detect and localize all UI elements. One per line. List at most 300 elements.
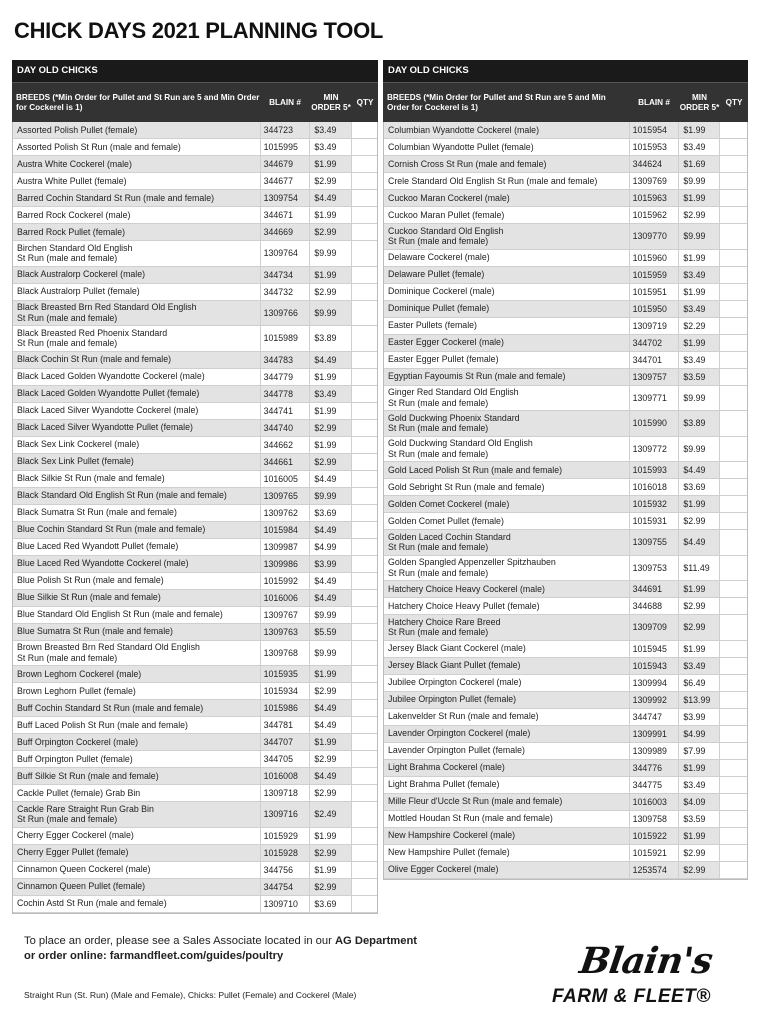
breed-name: Austra White Pullet (female) bbox=[17, 175, 127, 186]
price: $1.99 bbox=[309, 156, 351, 172]
price: $3.69 bbox=[678, 479, 719, 495]
breed-name: Easter Pullets (female) bbox=[388, 320, 477, 331]
table-row bbox=[13, 301, 377, 327]
table-row bbox=[13, 224, 377, 241]
breed-name: Black Breasted Brn Red Standard Old English St Run (male and female) bbox=[17, 302, 197, 323]
table-row bbox=[13, 590, 377, 607]
breed-name: New Hampshire Pullet (female) bbox=[388, 847, 510, 858]
qty-field[interactable] bbox=[719, 190, 747, 206]
qty-field[interactable] bbox=[351, 190, 377, 206]
price: $1.99 bbox=[678, 641, 719, 657]
breed-name: Blue Standard Old English St Run (male and female) bbox=[17, 609, 223, 620]
table-row bbox=[13, 573, 377, 590]
blain-number: 344778 bbox=[260, 386, 310, 402]
table-row bbox=[384, 301, 747, 318]
table-row bbox=[13, 556, 377, 573]
qty-field[interactable] bbox=[719, 615, 747, 640]
blain-number: 344756 bbox=[260, 862, 310, 878]
qty-field[interactable] bbox=[719, 513, 747, 529]
table-body bbox=[12, 122, 378, 914]
qty-field[interactable] bbox=[351, 386, 377, 402]
qty-field[interactable] bbox=[351, 802, 377, 827]
qty-field[interactable] bbox=[719, 386, 747, 411]
blain-header: BLAIN # bbox=[269, 97, 301, 107]
qty-field[interactable] bbox=[351, 768, 377, 784]
qty-field[interactable] bbox=[719, 224, 747, 249]
blain-number: 344669 bbox=[260, 224, 310, 240]
table-row bbox=[384, 743, 747, 760]
breed-name: Brown Leghorn Cockerel (male) bbox=[17, 668, 142, 679]
price: $4.49 bbox=[309, 352, 351, 368]
qty-field[interactable] bbox=[351, 828, 377, 844]
blain-number: 344671 bbox=[260, 207, 310, 223]
qty-field[interactable] bbox=[719, 301, 747, 317]
qty-field[interactable] bbox=[351, 488, 377, 504]
qty-field[interactable] bbox=[351, 556, 377, 572]
qty-field[interactable] bbox=[719, 267, 747, 283]
breed-name: Easter Egger Pullet (female) bbox=[388, 354, 499, 365]
qty-field[interactable] bbox=[351, 785, 377, 801]
qty-field[interactable] bbox=[719, 726, 747, 742]
blain-number: 1016008 bbox=[260, 768, 310, 784]
right-table bbox=[383, 60, 748, 880]
table-row bbox=[13, 717, 377, 734]
table-row bbox=[13, 139, 377, 156]
price: $9.99 bbox=[678, 224, 719, 249]
blain-number: 1309992 bbox=[629, 692, 679, 708]
breed-name: Buff Orpington Cockerel (male) bbox=[17, 736, 139, 747]
price: $4.49 bbox=[678, 530, 719, 555]
section-header: DAY OLD CHICKS bbox=[383, 60, 748, 82]
table-row bbox=[13, 802, 377, 828]
qty-field[interactable] bbox=[351, 420, 377, 436]
qty-field[interactable] bbox=[351, 539, 377, 555]
qty-field[interactable] bbox=[351, 369, 377, 385]
table-row bbox=[384, 828, 747, 845]
qty-field[interactable] bbox=[719, 173, 747, 189]
qty-field[interactable] bbox=[719, 284, 747, 300]
blain-number: 344707 bbox=[260, 734, 310, 750]
breed-name: Cornish Cross St Run (male and female) bbox=[388, 158, 547, 169]
qty-field[interactable] bbox=[351, 734, 377, 750]
qty-field[interactable] bbox=[351, 471, 377, 487]
blain-number: 1016006 bbox=[260, 590, 310, 606]
table-row bbox=[384, 190, 747, 207]
logo-subtext: FARM & FLEET® bbox=[552, 986, 711, 1007]
qty-field[interactable] bbox=[719, 641, 747, 657]
breed-name: Barred Rock Pullet (female) bbox=[17, 226, 126, 237]
table-row bbox=[384, 122, 747, 139]
blain-number: 1309764 bbox=[260, 241, 310, 266]
qty-field[interactable] bbox=[351, 224, 377, 240]
breed-name: Black Laced Golden Wyandotte Cockerel (male) bbox=[17, 371, 205, 382]
price: $1.99 bbox=[309, 828, 351, 844]
min-order-header: MIN ORDER 5* bbox=[679, 92, 720, 112]
price: $4.49 bbox=[309, 590, 351, 606]
qty-field[interactable] bbox=[351, 284, 377, 300]
blain-number: 1015954 bbox=[629, 122, 679, 138]
qty-field[interactable] bbox=[719, 794, 747, 810]
blain-number: 344662 bbox=[260, 437, 310, 453]
price: $7.99 bbox=[678, 743, 719, 759]
table-row bbox=[13, 641, 377, 667]
price: $2.49 bbox=[309, 802, 351, 827]
breed-name: Blue Laced Red Wyandott Pullet (female) bbox=[17, 541, 179, 552]
qty-field[interactable] bbox=[719, 692, 747, 708]
breed-name: Blue Laced Red Wyandotte Cockerel (male) bbox=[17, 558, 189, 569]
qty-field[interactable] bbox=[351, 505, 377, 521]
blain-number: 1015950 bbox=[629, 301, 679, 317]
qty-field[interactable] bbox=[719, 462, 747, 478]
qty-field[interactable] bbox=[351, 267, 377, 283]
breed-name: Barred Cochin Standard St Run (male and female) bbox=[17, 192, 215, 203]
qty-field[interactable] bbox=[719, 743, 747, 759]
table-row bbox=[13, 267, 377, 284]
blain-number: 1015951 bbox=[629, 284, 679, 300]
blain-number: 1309716 bbox=[260, 802, 310, 827]
breed-name: Barred Rock Cockerel (male) bbox=[17, 209, 131, 220]
price: $1.99 bbox=[309, 734, 351, 750]
qty-field[interactable] bbox=[351, 666, 377, 682]
breed-name: Hatchery Choice Heavy Cockerel (male) bbox=[388, 583, 545, 594]
price: $4.49 bbox=[678, 462, 719, 478]
qty-field[interactable] bbox=[719, 777, 747, 793]
qty-field[interactable] bbox=[351, 139, 377, 155]
footnote: Straight Run (St. Run) (Male and Female), Chicks: Pullet (Female) and Cockerel (Male) bbox=[24, 990, 357, 1000]
qty-field[interactable] bbox=[351, 751, 377, 767]
price: $1.99 bbox=[678, 335, 719, 351]
blain-number: 1015959 bbox=[629, 267, 679, 283]
breed-name: Lavender Orpington Pullet (female) bbox=[388, 745, 525, 756]
price: $2.99 bbox=[309, 454, 351, 470]
table-row bbox=[13, 326, 377, 352]
blain-number: 1015935 bbox=[260, 666, 310, 682]
blain-number: 1015934 bbox=[260, 683, 310, 699]
qty-field[interactable] bbox=[719, 658, 747, 674]
price: $3.69 bbox=[309, 505, 351, 521]
blain-number: 344754 bbox=[260, 879, 310, 895]
qty-field[interactable] bbox=[351, 403, 377, 419]
column-headers bbox=[383, 82, 748, 122]
price: $9.99 bbox=[309, 641, 351, 666]
qty-field[interactable] bbox=[351, 522, 377, 538]
breed-name: Blue Polish St Run (male and female) bbox=[17, 575, 164, 586]
price: $3.59 bbox=[678, 811, 719, 827]
table-row bbox=[384, 224, 747, 250]
table-row bbox=[384, 862, 747, 879]
blain-number: 1015943 bbox=[629, 658, 679, 674]
qty-field[interactable] bbox=[719, 828, 747, 844]
blain-number: 344677 bbox=[260, 173, 310, 189]
blain-number: 344723 bbox=[260, 122, 310, 138]
breed-name: Buff Silkie St Run (male and female) bbox=[17, 770, 159, 781]
qty-field[interactable] bbox=[351, 845, 377, 861]
qty-field[interactable] bbox=[719, 250, 747, 266]
table-row bbox=[384, 811, 747, 828]
breed-name: Ginger Red Standard Old English St Run (male and female) bbox=[388, 387, 519, 408]
blain-number: 344779 bbox=[260, 369, 310, 385]
price: $2.99 bbox=[678, 598, 719, 614]
blain-number: 1015992 bbox=[260, 573, 310, 589]
price: $1.99 bbox=[678, 828, 719, 844]
table-row bbox=[13, 352, 377, 369]
qty-field[interactable] bbox=[719, 675, 747, 691]
breed-name: Blue Silkie St Run (male and female) bbox=[17, 592, 161, 603]
breed-name: Cackle Rare Straight Run Grab Bin St Run (male and female) bbox=[17, 803, 154, 825]
table-row bbox=[384, 156, 747, 173]
breed-name: Jersey Black Giant Pullet (female) bbox=[388, 660, 521, 671]
price: $3.49 bbox=[309, 386, 351, 402]
table-row bbox=[384, 267, 747, 284]
blain-number: 1016005 bbox=[260, 471, 310, 487]
table-row bbox=[384, 173, 747, 190]
table-row bbox=[13, 896, 377, 913]
qty-field[interactable] bbox=[719, 156, 747, 172]
ag-department: AG Department bbox=[334, 935, 418, 947]
qty-field[interactable] bbox=[719, 139, 747, 155]
qty-field[interactable] bbox=[351, 700, 377, 716]
price: $4.99 bbox=[678, 726, 719, 742]
qty-field[interactable] bbox=[351, 896, 377, 912]
table-row bbox=[384, 845, 747, 862]
price: $2.99 bbox=[678, 207, 719, 223]
blain-number: 1309771 bbox=[629, 386, 679, 411]
qty-field[interactable] bbox=[719, 437, 747, 462]
qty-field[interactable] bbox=[719, 581, 747, 597]
price: $1.99 bbox=[309, 207, 351, 223]
table-row bbox=[13, 845, 377, 862]
breed-name: Egyptian Fayoumis St Run (male and female) bbox=[388, 371, 566, 382]
qty-field[interactable] bbox=[719, 479, 747, 495]
table-body bbox=[383, 122, 748, 880]
breed-name: Cherry Egger Cockerel (male) bbox=[17, 830, 134, 841]
qty-field[interactable] bbox=[351, 122, 377, 138]
breed-name: Brown Breasted Brn Red Standard Old English St Run (male and female) bbox=[17, 642, 200, 663]
qty-field[interactable] bbox=[719, 760, 747, 776]
blain-number: 1309770 bbox=[629, 224, 679, 249]
breed-name: Black Laced Silver Wyandotte Cockerel (male) bbox=[17, 405, 199, 416]
price: $3.49 bbox=[678, 777, 719, 793]
table-row bbox=[13, 437, 377, 454]
breed-name: Light Brahma Cockerel (male) bbox=[388, 762, 505, 773]
order-online-link[interactable]: or order online: farmandfleet.com/guides/poultry bbox=[24, 950, 284, 962]
breed-name: Black Sumatra St Run (male and female) bbox=[17, 507, 177, 518]
price: $9.99 bbox=[309, 607, 351, 623]
qty-field[interactable] bbox=[719, 845, 747, 861]
breed-name: New Hampshire Cockerel (male) bbox=[388, 830, 516, 841]
blain-number: 344783 bbox=[260, 352, 310, 368]
qty-field[interactable] bbox=[351, 624, 377, 640]
blain-number: 344702 bbox=[629, 335, 679, 351]
table-row bbox=[13, 190, 377, 207]
blain-number: 1309709 bbox=[629, 615, 679, 640]
price: $3.89 bbox=[309, 326, 351, 351]
qty-field[interactable] bbox=[719, 122, 747, 138]
qty-field[interactable] bbox=[719, 318, 747, 334]
breed-name: Golden Laced Cochin Standard St Run (male and female) bbox=[388, 531, 511, 553]
qty-field[interactable] bbox=[351, 641, 377, 666]
price: $2.99 bbox=[309, 420, 351, 436]
table-row bbox=[384, 207, 747, 224]
table-row bbox=[13, 122, 377, 139]
table-row bbox=[13, 828, 377, 845]
blain-number: 344776 bbox=[629, 760, 679, 776]
table-row bbox=[384, 598, 747, 615]
blain-number: 344734 bbox=[260, 267, 310, 283]
price: $3.69 bbox=[309, 896, 351, 912]
breed-name: Black Cochin St Run (male and female) bbox=[17, 354, 172, 365]
blain-number: 1309987 bbox=[260, 539, 310, 555]
price: $2.99 bbox=[309, 224, 351, 240]
qty-field[interactable] bbox=[351, 173, 377, 189]
breed-name: Dominique Cockerel (male) bbox=[388, 286, 495, 297]
table-row bbox=[384, 760, 747, 777]
blain-number: 1309719 bbox=[629, 318, 679, 334]
breed-name: Lakenvelder St Run (male and female) bbox=[388, 711, 539, 722]
blain-number: 1015995 bbox=[260, 139, 310, 155]
price: $2.99 bbox=[309, 173, 351, 189]
blain-number: 1016018 bbox=[629, 479, 679, 495]
table-row bbox=[384, 335, 747, 352]
breed-name: Blue Sumatra St Run (male and female) bbox=[17, 626, 173, 637]
table-row bbox=[384, 479, 747, 496]
table-row bbox=[384, 641, 747, 658]
price: $3.49 bbox=[678, 352, 719, 368]
blain-number: 1016003 bbox=[629, 794, 679, 810]
breed-name: Columbian Wyandotte Cockerel (male) bbox=[388, 124, 539, 135]
table-row bbox=[384, 411, 747, 437]
breed-name: Gold Duckwing Standard Old English St Run (male and female) bbox=[388, 438, 533, 459]
blain-number: 1309768 bbox=[260, 641, 310, 666]
breed-name: Black Laced Golden Wyandotte Pullet (female) bbox=[17, 388, 200, 399]
qty-field[interactable] bbox=[719, 335, 747, 351]
qty-field[interactable] bbox=[351, 156, 377, 172]
qty-field[interactable] bbox=[351, 207, 377, 223]
breed-name: Cinnamon Queen Pullet (female) bbox=[17, 881, 146, 892]
table-row bbox=[13, 403, 377, 420]
qty-field[interactable] bbox=[719, 530, 747, 555]
breed-name: Gold Duckwing Phoenix Standard St Run (male and female) bbox=[388, 412, 520, 434]
blain-number: 344775 bbox=[629, 777, 679, 793]
table-row bbox=[384, 794, 747, 811]
price: $11.49 bbox=[678, 556, 719, 581]
blain-number: 344747 bbox=[629, 709, 679, 725]
price: $3.99 bbox=[309, 556, 351, 572]
price: $1.99 bbox=[678, 581, 719, 597]
qty-field[interactable] bbox=[351, 879, 377, 895]
blain-number: 344691 bbox=[629, 581, 679, 597]
breed-name: Black Laced Silver Wyandotte Pullet (female) bbox=[17, 422, 193, 433]
blain-number: 1309765 bbox=[260, 488, 310, 504]
breed-name: Black Australorp Cockerel (male) bbox=[17, 269, 146, 280]
blain-number: 344701 bbox=[629, 352, 679, 368]
blain-number: 1253574 bbox=[629, 862, 679, 878]
qty-field[interactable] bbox=[351, 301, 377, 326]
price: $4.49 bbox=[309, 573, 351, 589]
blain-number: 1309718 bbox=[260, 785, 310, 801]
qty-field[interactable] bbox=[719, 411, 747, 436]
table-row bbox=[384, 675, 747, 692]
blain-number: 1015929 bbox=[260, 828, 310, 844]
price: $9.99 bbox=[678, 173, 719, 189]
logo-script: Blain's bbox=[577, 940, 715, 982]
breed-name: Black Breasted Red Phoenix Standard St Run (male and female) bbox=[17, 327, 168, 349]
price: $3.89 bbox=[678, 411, 719, 436]
price: $1.99 bbox=[678, 496, 719, 512]
qty-field[interactable] bbox=[719, 598, 747, 614]
qty-field[interactable] bbox=[719, 369, 747, 385]
breed-name: Gold Sebright St Run (male and female) bbox=[388, 481, 545, 492]
order-instructions bbox=[24, 934, 504, 964]
blain-number: 1015962 bbox=[629, 207, 679, 223]
qty-field[interactable] bbox=[351, 454, 377, 470]
breed-name: Delaware Pullet (female) bbox=[388, 269, 485, 280]
table-row bbox=[13, 862, 377, 879]
price: $4.49 bbox=[309, 717, 351, 733]
qty-field[interactable] bbox=[351, 241, 377, 266]
breed-name: Buff Cochin Standard St Run (male and female) bbox=[17, 702, 204, 713]
table-row bbox=[13, 420, 377, 437]
qty-field[interactable] bbox=[351, 607, 377, 623]
qty-field[interactable] bbox=[719, 862, 747, 878]
table-row bbox=[13, 666, 377, 683]
breed-name: Cherry Egger Pullet (female) bbox=[17, 847, 129, 858]
section-header: DAY OLD CHICKS bbox=[12, 60, 378, 82]
qty-field[interactable] bbox=[351, 862, 377, 878]
qty-field[interactable] bbox=[351, 326, 377, 351]
qty-field[interactable] bbox=[351, 717, 377, 733]
table-row bbox=[384, 462, 747, 479]
qty-field[interactable] bbox=[351, 683, 377, 699]
price: $1.99 bbox=[678, 190, 719, 206]
table-row bbox=[384, 496, 747, 513]
blain-number: 344740 bbox=[260, 420, 310, 436]
qty-field[interactable] bbox=[719, 709, 747, 725]
table-row bbox=[384, 318, 747, 335]
qty-field[interactable] bbox=[719, 496, 747, 512]
qty-field[interactable] bbox=[351, 352, 377, 368]
min-order-header: MIN ORDER 5* bbox=[311, 92, 351, 112]
column-headers bbox=[12, 82, 378, 122]
price: $2.29 bbox=[678, 318, 719, 334]
breed-name: Blue Cochin Standard St Run (male and female) bbox=[17, 524, 206, 535]
blain-number: 1309758 bbox=[629, 811, 679, 827]
qty-field[interactable] bbox=[351, 573, 377, 589]
table-row bbox=[384, 352, 747, 369]
qty-field[interactable] bbox=[351, 437, 377, 453]
qty-field[interactable] bbox=[719, 811, 747, 827]
price: $9.99 bbox=[678, 437, 719, 462]
qty-field[interactable] bbox=[719, 352, 747, 368]
price: $2.99 bbox=[309, 785, 351, 801]
qty-field[interactable] bbox=[351, 590, 377, 606]
blain-number: 1309766 bbox=[260, 301, 310, 326]
table-row bbox=[13, 785, 377, 802]
qty-field[interactable] bbox=[719, 207, 747, 223]
table-row bbox=[13, 284, 377, 301]
blain-number: 1015928 bbox=[260, 845, 310, 861]
table-row bbox=[384, 284, 747, 301]
price: $4.49 bbox=[309, 768, 351, 784]
breed-name: Black Standard Old English St Run (male and female) bbox=[17, 490, 227, 501]
table-row bbox=[13, 683, 377, 700]
blain-number: 344688 bbox=[629, 598, 679, 614]
table-row bbox=[384, 709, 747, 726]
breed-name: Cinnamon Queen Cockerel (male) bbox=[17, 864, 151, 875]
price: $3.59 bbox=[678, 369, 719, 385]
qty-field[interactable] bbox=[719, 556, 747, 581]
price: $5.59 bbox=[309, 624, 351, 640]
